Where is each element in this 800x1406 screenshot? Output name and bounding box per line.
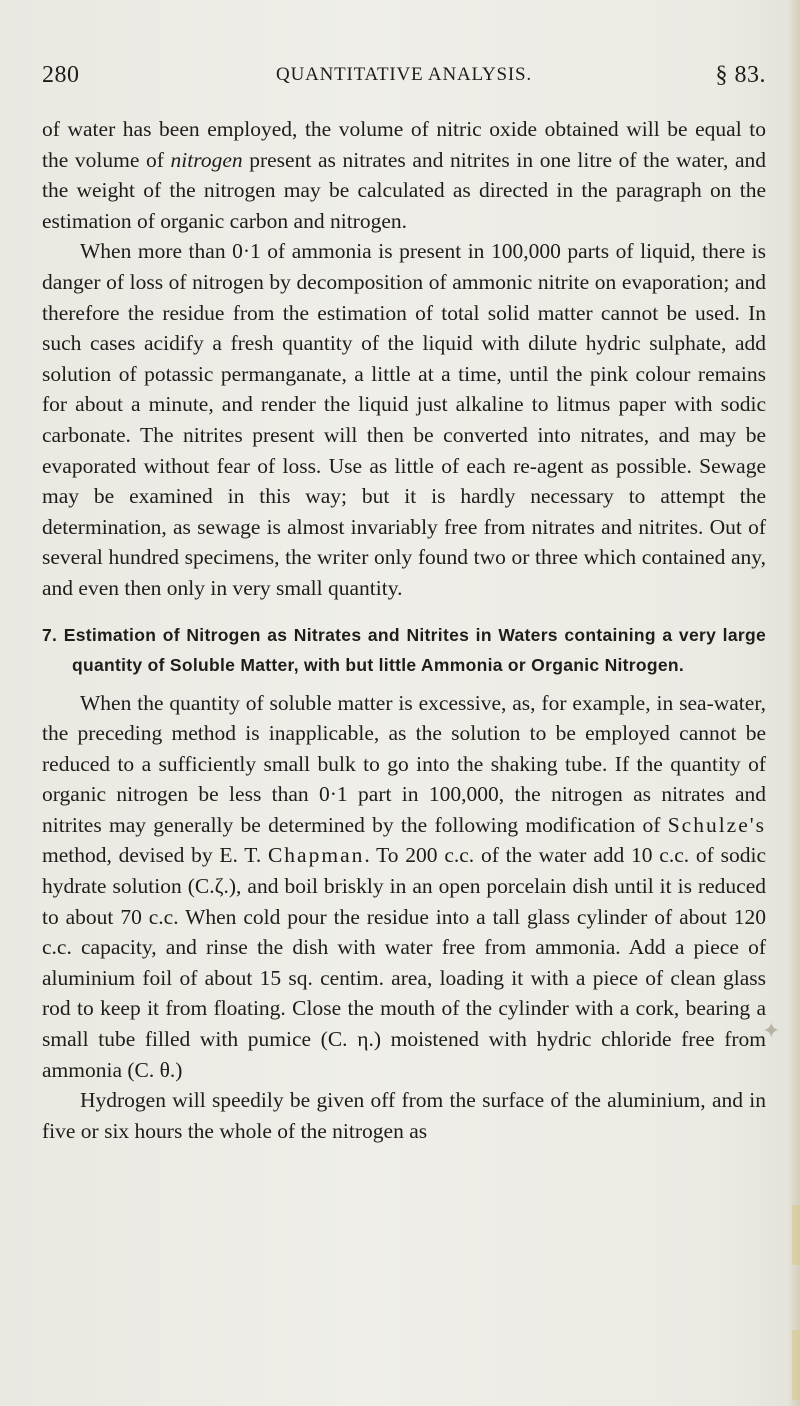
paragraph-hydrogen: Hydrogen will speedily be given off from the surface of the aluminium, and in five or six hours the whole of the nitrogen as <box>42 1088 766 1143</box>
emphasis-nitrogen: nitrogen <box>170 147 243 172</box>
running-header <box>42 52 766 98</box>
section-number: § 83. <box>715 62 766 88</box>
section-heading: 7. Estimation of Nitrogen as Nitrates and Nitrites in Waters containing a very large quantity of Soluble Matter, with but little Ammonia or Organic Nitrogen. <box>42 624 766 675</box>
ink-fleck: ✦ <box>762 1018 781 1043</box>
running-title: QUANTITATIVE ANALYSIS. <box>276 64 532 85</box>
paragraph-text: method, devised by E. T. <box>42 843 268 868</box>
author-name-schulze: Schulze's <box>667 812 766 837</box>
paragraph-text: . To 200 c.c. of the water add 10 c.c. of sodic hydrate solution (C.ζ.), and boil briskly in an open porcelain dish until it is reduced to about 70 c.c. When cold pour the residue into a tall glass cylinder of about 120 c.c. capacity, and rinse the dish with water free from ammonia. Add a piece of aluminium foil of about 15 sq. centim. area, loading it with a piece of clean glass rod to keep it from floating. Close the mouth of the cylinder with a cork, bearing a small tube filled with pumice (C. η.) moistened with hydric chloride free from ammonia (C. θ.) <box>42 843 766 1082</box>
body-text <box>42 114 766 1146</box>
paragraph-method <box>42 688 766 1086</box>
paragraph-text: of water has been employed, the volume of nitric oxide obtained will be equal to the volume of <box>42 117 766 172</box>
paragraph-text: present as nitrates and nitrites in one litre of the water, and the weight of the nitrogen may be calculated as directed in the paragraph on the estimation of organic carbon and nitrogen. <box>42 147 766 233</box>
page-stain <box>792 1330 800 1400</box>
paragraph-ammonia: When more than 0·1 of ammonia is present in 100,000 parts of liquid, there is danger of loss of nitrogen by decomposition of ammonic nitrite on evaporation; and therefore the residue from the estimation of total solid matter cannot be used. In such cases acidify a fresh quantity of the liquid with dilute hydric sulphate, add solution of potassic permanganate, a little at a time, until the pink colour remains for about a minute, and render the liquid just alkaline to litmus paper with sodic carbonate. The nitrites present will then be converted into nitrates, and may be evaporated without fear of loss. Use as little of each re-agent as possible. Sewage may be examined in this way; but it is hardly necessary to attempt the determination, as sewage is almost invariably free from nitrates and nitrites. Out of several hundred specimens, the writer only found two or three which contained any, and even then only in very small quantity. <box>42 239 766 600</box>
paragraph-continuation <box>42 114 766 236</box>
page-stain <box>792 1205 800 1265</box>
page-number: 280 <box>42 62 80 88</box>
page-edge-shadow <box>788 0 800 1406</box>
author-name-chapman: Chapman <box>267 843 365 868</box>
paragraph-text: When the quantity of soluble matter is excessive, as, for example, in sea-water, the preceding method is inapplicable, as the solution to be employed cannot be reduced to a sufficiently small bulk to go into the shaking tube. If the quantity of organic nitrogen be less than 0·1 part in 100,000, the nitrogen as nitrates and nitrites may generally be determined by the following modification of <box>42 690 766 837</box>
